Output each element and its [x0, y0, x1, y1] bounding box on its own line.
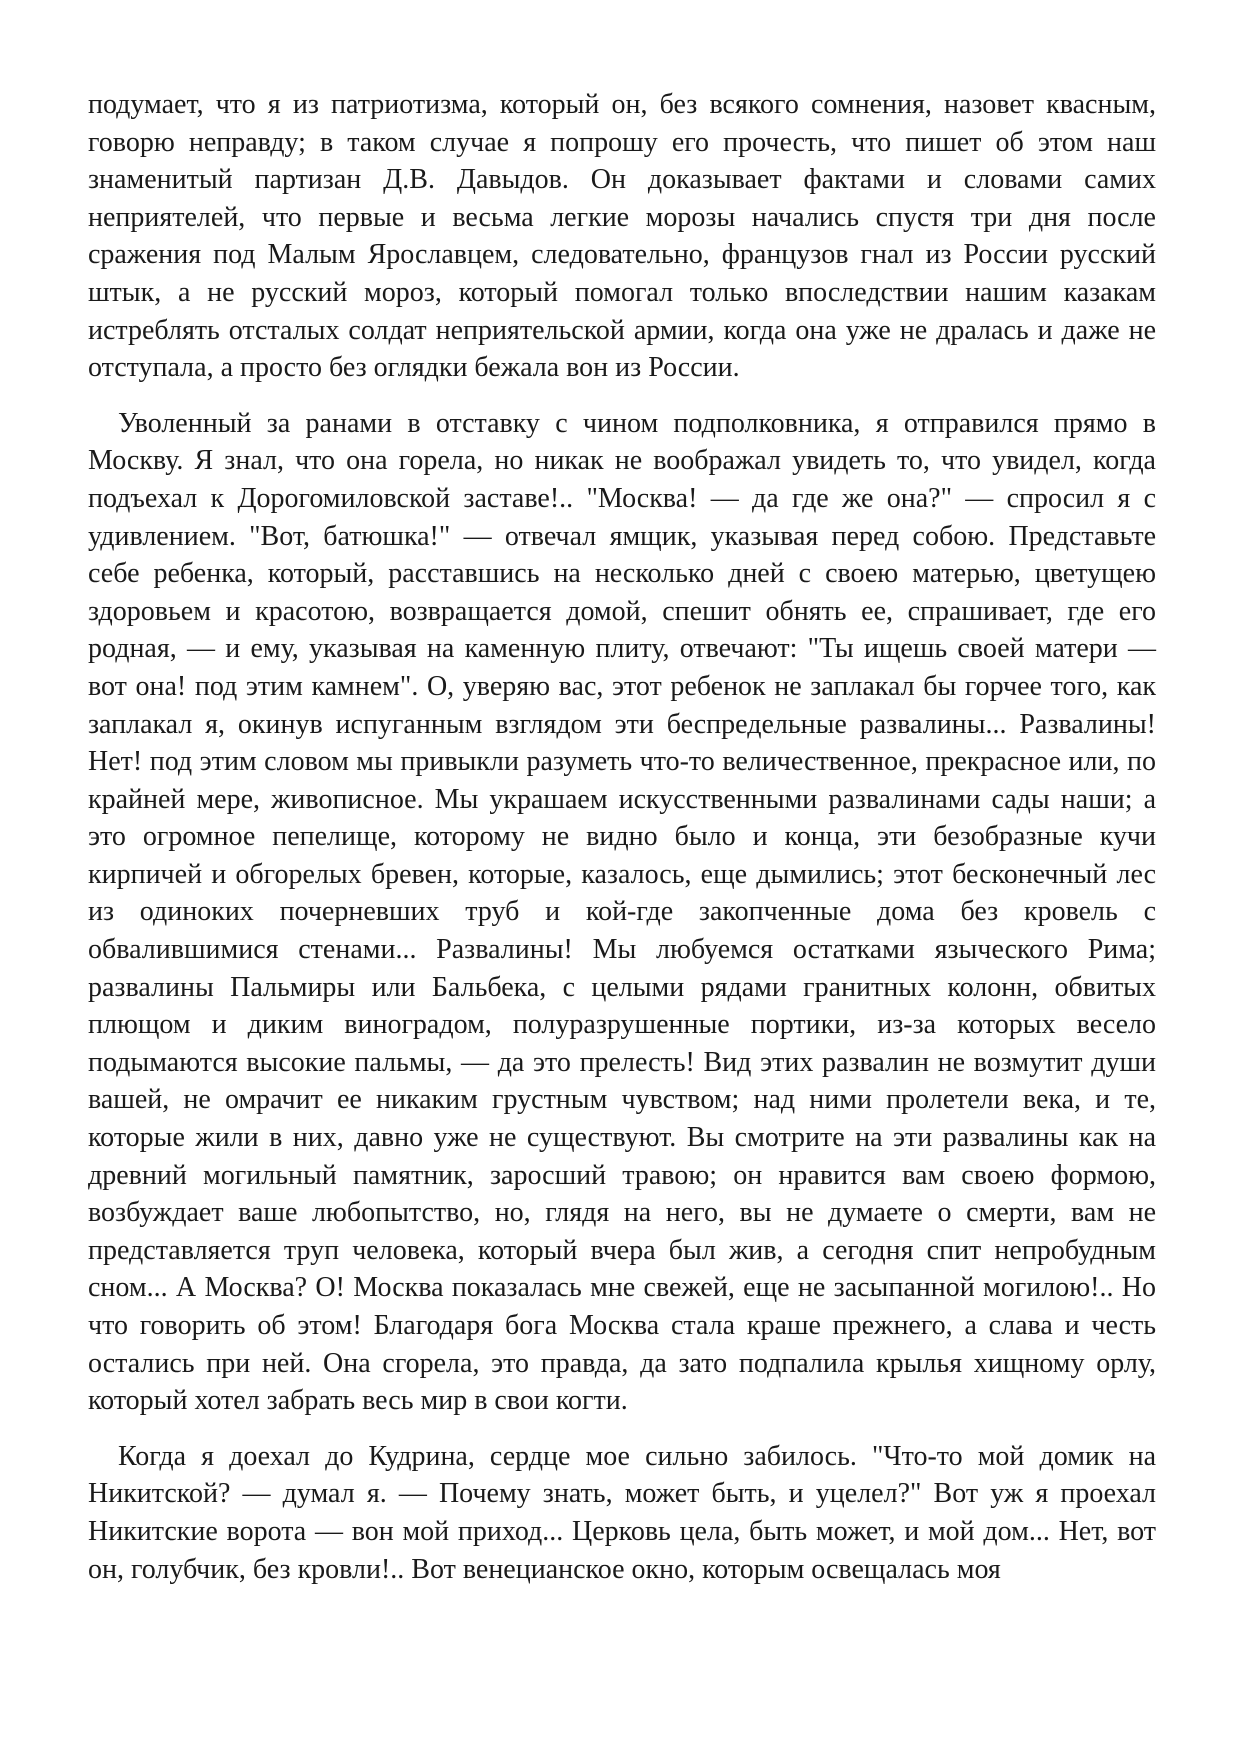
paragraph-kudrino: Когда я доехал до Кудрина, сердце мое сильно забилось. "Что-то мой домик на Никитской? — думал я. — Почему знать, может быть, и уцелел?" Вот уж я проехал Никитские ворота — вон мой приход... Церковь цела, быть может, и мой дом... Нет, вот он, голубчик, без кровли!.. Вот венецианское окно, которым освещалась моя: [88, 1440, 1156, 1585]
paragraph-moscow-ruins: Уволенный за ранами в отставку с чином подполковника, я отправился прямо в Москву. Я знал, что она горела, но никак не воображал увидеть то, что увидел, когда подъехал к Дорогомиловской заставе!.. "Москва! — да где же она?" — спросил я с удивлением. "Вот, батюшка!" — отвечал ямщик, указывая перед собою. Представьте себе ребенка, который, расставшись на несколько дней с своею матерью, цветущею здоровьем и красотою, возвращается домой, спешит обнять ее, спрашивает, где его родная, — и ему, указывая на каменную плиту, отвечают: "Ты ищешь своей матери — вот она! под этим камнем". О, уверяю вас, этот ребенок не заплакал бы горчее того, как заплакал я, окинув испуганным взглядом эти беспредельные развалины... Развалины! Нет! под этим словом мы привыкли разуметь что-то величественное, прекрасное или, по крайней мере, живописное. Мы украшаем искусственными развалинами сады наши; а это огромное пепелище, которому не видно было и конца, эти безобразные кучи кирпичей и обгорелых бревен, которые, казалось, еще дымились; этот бесконечный лес из одиноких почерневших труб и кой-где закопченные дома без кровель с обвалившимися стенами... Развалины! Мы любуемся остатками языческого Рима; развалины Пальмиры или Бальбека, с целыми рядами гранитных колонн, обвитых плющом и диким виноградом, полуразрушенные портики, из-за которых весело подымаются высокие пальмы, — да это прелесть! Вид этих развалин не возмутит души вашей, не омрачит ее никаким грустным чувством; над ними пролетели века, и те, которые жили в них, давно уже не существуют. Вы смотрите на эти развалины как на древний могильный памятник, заросший травою; он нравится вам своею формою, возбуждает ваше любопытство, но, глядя на него, вы не думаете о смерти, вам не представляется труп человека, который вчера был жив, а сегодня спит непробудным сном... А Москва? О! Москва показалась мне свежей, еще не засыпанной могилою!.. Но что говорить об этом! Благодаря бога Москва стала краше прежнего, а слава и честь остались при ней. Она сгорела, это правда, да зато подпалила крылья хищному орлу, который хотел забрать весь мир в свои когти.: [88, 407, 1156, 1417]
page-body: [88, 86, 1156, 1606]
paragraph-continuation: подумает, что я из патриотизма, который он, без всякого сомнения, назовет квасным, говорю неправду; в таком случае я попрошу его прочесть, что пишет об этом наш знаменитый партизан Д.В. Давыдов. Он доказывает фактами и словами самих неприятелей, что первые и весьма легкие морозы начались спустя три дня после сражения под Малым Ярославцем, следовательно, французов гнал из России русский штык, а не русский мороз, который помогал только впоследствии нашим казакам истреблять отсталых солдат неприятельской армии, когда она уже не дралась и даже не отступала, а просто без оглядки бежала вон из России.: [88, 89, 1156, 384]
